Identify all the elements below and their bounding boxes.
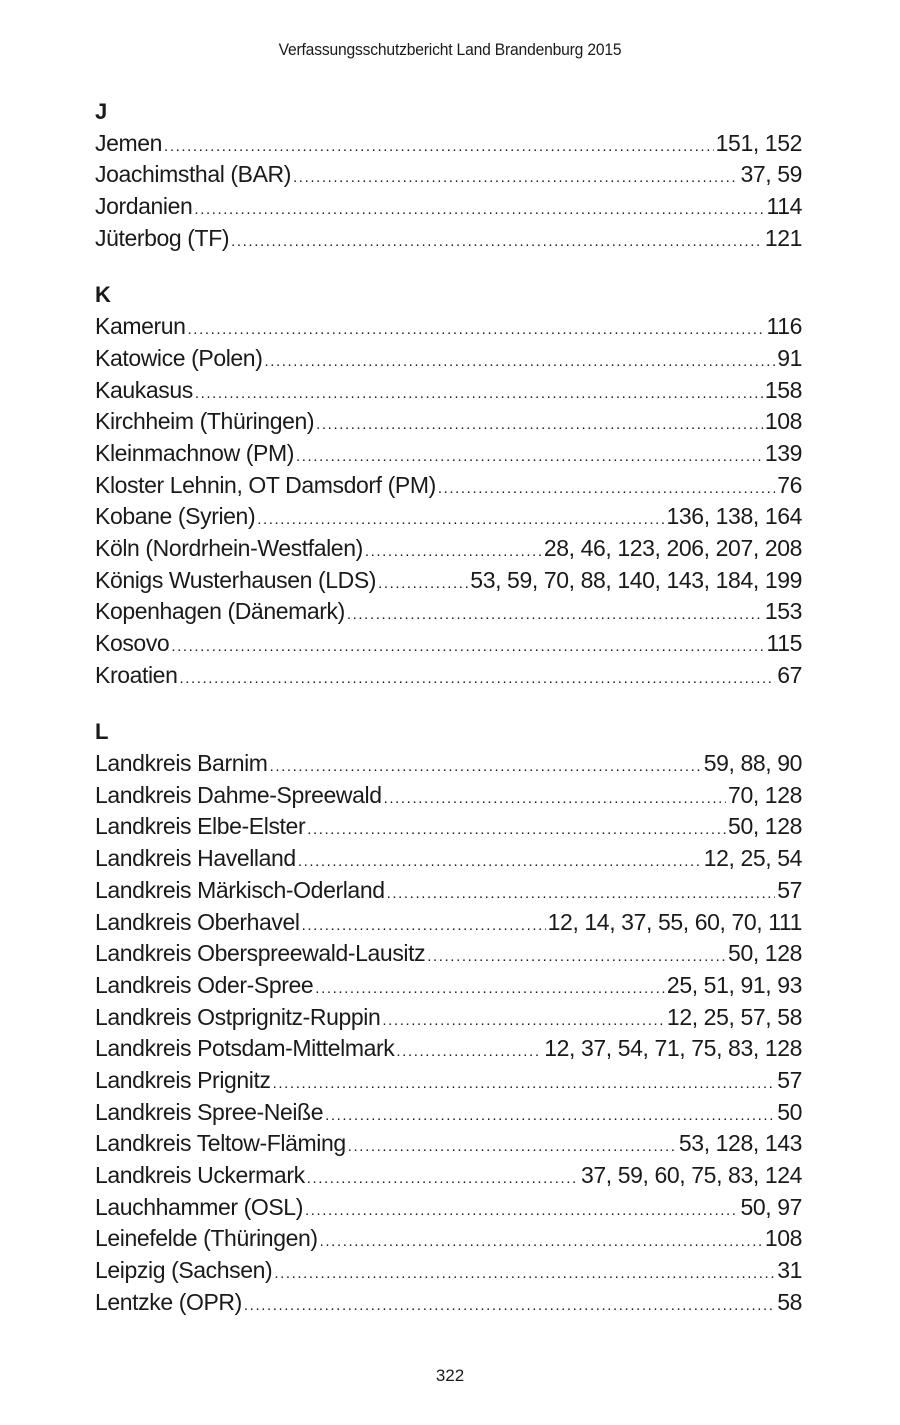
- entry-pages: 136, 138, 164: [666, 503, 802, 530]
- dot-leader: [264, 346, 775, 378]
- entry-pages: 12, 37, 54, 71, 75, 83, 128: [544, 1035, 802, 1062]
- entry-name: Lentzke (OPR): [95, 1288, 242, 1315]
- dot-leader: [427, 941, 726, 973]
- entry-pages: 50: [777, 1098, 802, 1125]
- dot-leader: [348, 1131, 677, 1163]
- entry-name: Jordanien: [95, 193, 193, 220]
- entry-name: Kirchheim (Thüringen): [95, 408, 315, 435]
- page-header: Verfassungsschutzbericht Land Brandenburg 2015: [278, 40, 622, 59]
- index-entry: [95, 811, 802, 843]
- entry-pages: 108: [764, 408, 802, 435]
- entry-pages: 53, 128, 143: [678, 1130, 802, 1157]
- entry-pages: 67: [777, 661, 802, 688]
- entry-name: Königs Wusterhausen (LDS): [95, 566, 377, 593]
- index-entry: [95, 1160, 802, 1192]
- section-letter: K: [95, 282, 111, 308]
- entry-pages: 50, 97: [740, 1193, 802, 1220]
- index-entry: [95, 1097, 802, 1129]
- entry-name: Katowice (Polen): [95, 344, 263, 371]
- index-entry: [95, 1223, 802, 1255]
- entry-pages: 91: [777, 344, 802, 371]
- entry-name: Landkreis Ostprignitz-Ruppin: [95, 1003, 381, 1030]
- dot-leader: [179, 663, 775, 695]
- entry-pages: 53, 59, 70, 88, 140, 143, 184, 199: [470, 566, 802, 593]
- index-entry: [95, 970, 802, 1002]
- entry-pages: 108: [764, 1225, 802, 1252]
- entry-name: Landkreis Märkisch-Oderland: [95, 876, 385, 903]
- entry-name: Landkreis Oberhavel: [95, 908, 300, 935]
- index-entry: [95, 1287, 802, 1319]
- dot-leader: [298, 846, 702, 878]
- index-section-j: [95, 96, 802, 254]
- index-entry: [95, 660, 802, 692]
- entry-pages: 12, 25, 54: [703, 845, 802, 872]
- entry-pages: 12, 25, 57, 58: [666, 1003, 802, 1030]
- entry-pages: 28, 46, 123, 206, 207, 208: [543, 534, 802, 561]
- entry-name: Köln (Nordrhein-Westfalen): [95, 534, 363, 561]
- index-entry: [95, 533, 802, 565]
- entry-pages: 116: [766, 313, 802, 340]
- entry-pages: 158: [764, 376, 802, 403]
- index-entry: [95, 311, 802, 343]
- dot-leader: [257, 504, 664, 536]
- index-entry: [95, 780, 802, 812]
- entry-pages: 139: [764, 439, 802, 466]
- dot-leader: [365, 536, 542, 568]
- index-list: [95, 96, 802, 1318]
- dot-leader: [274, 1258, 775, 1290]
- entry-name: Kloster Lehnin, OT Damsdorf (PM): [95, 471, 436, 498]
- entry-pages: 151, 152: [715, 129, 802, 156]
- entry-name: Kopenhagen (Dänemark): [95, 598, 345, 625]
- dot-leader: [320, 1226, 763, 1258]
- index-entry: [95, 1065, 802, 1097]
- entry-pages: 37, 59, 60, 75, 83, 124: [581, 1162, 802, 1188]
- entry-name: Leinefelde (Thüringen): [95, 1225, 318, 1252]
- entry-name: Kamerun: [95, 313, 186, 340]
- entry-name: Landkreis Prignitz: [95, 1066, 271, 1093]
- entry-name: Landkreis Oder-Spree: [95, 971, 314, 998]
- entry-pages: 115: [766, 630, 802, 656]
- entry-name: Landkreis Oberspreewald-Lausitz: [95, 940, 426, 967]
- dot-leader: [315, 973, 665, 1005]
- dot-leader: [194, 194, 764, 226]
- dot-leader: [305, 1195, 739, 1227]
- index-entry: [95, 565, 802, 597]
- dot-leader: [325, 1100, 775, 1132]
- entry-pages: 57: [777, 1066, 802, 1093]
- dot-leader: [387, 878, 776, 910]
- entry-pages: 59, 88, 90: [703, 750, 802, 777]
- entry-pages: 121: [764, 224, 802, 251]
- index-entry: [95, 1128, 802, 1160]
- index-entry: [95, 406, 802, 438]
- dot-leader: [396, 1036, 542, 1068]
- index-entry: [95, 1033, 802, 1065]
- entry-pages: 31: [777, 1257, 802, 1284]
- index-entry: [95, 748, 802, 780]
- dot-leader: [231, 226, 763, 258]
- entry-pages: 153: [764, 598, 802, 625]
- index-entry: [95, 159, 802, 191]
- entry-name: Joachimsthal (BAR): [95, 161, 292, 188]
- dot-leader: [316, 409, 763, 441]
- index-entry: [95, 596, 802, 628]
- dot-leader: [273, 1068, 776, 1100]
- dot-leader: [438, 473, 775, 505]
- index-entry: [95, 938, 802, 970]
- index-entry: [95, 1255, 802, 1287]
- entry-pages: 25, 51, 91, 93: [666, 971, 802, 998]
- index-entry: [95, 128, 802, 160]
- dot-leader: [382, 1005, 665, 1037]
- dot-leader: [307, 1163, 579, 1195]
- dot-leader: [302, 910, 546, 942]
- index-entry: [95, 343, 802, 375]
- index-section-l: [95, 716, 802, 1318]
- entry-pages: 12, 14, 37, 55, 60, 70, 111: [547, 908, 802, 935]
- index-entry: [95, 223, 802, 255]
- entry-name: Landkreis Havelland: [95, 845, 296, 872]
- index-entry: [95, 375, 802, 407]
- index-entry: [95, 628, 802, 660]
- dot-leader: [270, 751, 702, 783]
- entry-pages: 76: [777, 471, 802, 498]
- entry-name: Landkreis Uckermark: [95, 1162, 305, 1188]
- index-entry: [95, 875, 802, 907]
- index-entry: [95, 438, 802, 470]
- entry-name: Landkreis Potsdam-Mittelmark: [95, 1035, 395, 1062]
- entry-pages: 58: [777, 1288, 802, 1315]
- dot-leader: [195, 378, 763, 410]
- entry-pages: 57: [777, 876, 802, 903]
- index-entry: [95, 470, 802, 502]
- index-entry: [95, 843, 802, 875]
- entry-name: Kosovo: [95, 630, 170, 656]
- dot-leader: [378, 568, 468, 600]
- entry-pages: 50, 128: [728, 940, 802, 967]
- index-entry: [95, 1002, 802, 1034]
- entry-name: Landkreis Teltow-Fläming: [95, 1130, 346, 1157]
- entry-name: Kobane (Syrien): [95, 503, 256, 530]
- entry-pages: 37, 59: [740, 161, 802, 188]
- section-letter: L: [95, 719, 109, 745]
- entry-name: Landkreis Dahme-Spreewald: [95, 781, 382, 808]
- index-entry: [95, 191, 802, 223]
- entry-name: Landkreis Spree-Neiße: [95, 1098, 324, 1125]
- entry-name: Leipzig (Sachsen): [95, 1257, 273, 1284]
- entry-pages: 114: [766, 193, 802, 220]
- index-entry: [95, 907, 802, 939]
- dot-leader: [171, 631, 764, 663]
- entry-name: Landkreis Barnim: [95, 750, 268, 777]
- dot-leader: [244, 1290, 775, 1322]
- entry-name: Lauchhammer (OSL): [95, 1193, 303, 1220]
- entry-name: Kroatien: [95, 661, 178, 688]
- section-letter: J: [95, 99, 108, 124]
- index-section-k: [95, 279, 802, 691]
- entry-pages: 70, 128: [728, 781, 802, 808]
- dot-leader: [188, 314, 765, 346]
- entry-pages: 50, 128: [728, 813, 802, 840]
- entry-name: Jüterbog (TF): [95, 224, 230, 251]
- index-entry: [95, 1192, 802, 1224]
- dot-leader: [164, 131, 714, 163]
- dot-leader: [307, 814, 726, 846]
- dot-leader: [296, 441, 763, 473]
- dot-leader: [347, 599, 763, 631]
- index-entry: [95, 501, 802, 533]
- dot-leader: [293, 162, 738, 194]
- entry-name: Kleinmachnow (PM): [95, 439, 294, 466]
- dot-leader: [384, 783, 726, 815]
- entry-name: Landkreis Elbe-Elster: [95, 813, 306, 840]
- page-number: 322: [435, 1366, 465, 1385]
- entry-name: Jemen: [95, 129, 163, 156]
- entry-name: Kaukasus: [95, 376, 193, 403]
